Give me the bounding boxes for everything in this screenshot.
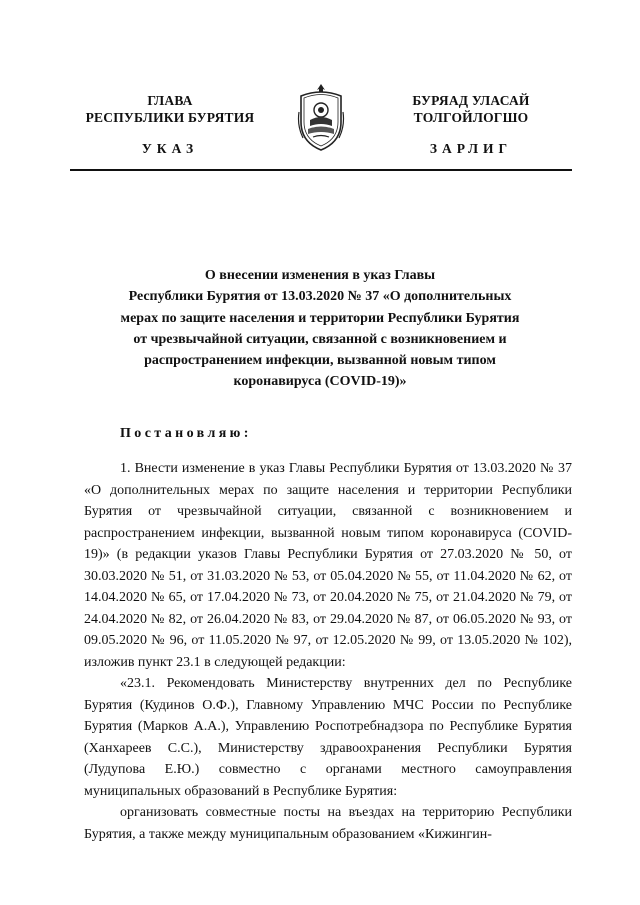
paragraph-1: 1. Внести изменение в указ Главы Республики Бурятия от 13.03.2020 № 37 «О дополнительных мерах по защите населения и территории Республики Бурятия от чрезвычайной ситуации, связанной с возникновением и распространением инфекции, вызванной новым типом коронавируса (COVID-19)» (в редакции указов Главы Республики Бурятия от 27.03.2020 № 50, от 30.03.2020 № 51, от 31.03.2020 № 53, от 05.04.2020 № 55, от 11.04.2020 № 62, от 14.04.2020 № 65, от 17.04.2020 № 73, от 20.04.2020 № 75, от 21.04.2020 № 79, от 24.04.2020 № 82, от 26.04.2020 № 83, от 29.04.2020 № 87, от 06.05.2020 № 93, от 09.05.2020 № 96, от 11.05.2020 № 97, от 12.05.2020 № 99, от 13.05.2020 № 102), изложив пункт 23.1 в следующей редакции:: [84, 461, 572, 670]
title-line: распространением инфекции, вызванной новым типом: [144, 353, 496, 369]
header-divider: [70, 169, 572, 171]
header-right: [362, 92, 580, 126]
header-left-line1: ГЛАВА: [147, 93, 193, 108]
title-line: мерах по защите населения и территории Республики Бурятия: [120, 310, 520, 326]
decree-kind-ru: УКАЗ: [141, 141, 199, 156]
header-left: [60, 92, 280, 126]
buryatia-coat-of-arms-icon: [295, 82, 347, 154]
header-left-line2: РЕСПУБЛИКИ БУРЯТИЯ: [85, 110, 255, 125]
document-body: [84, 458, 572, 845]
title-line: Республики Бурятия от 13.03.2020 № 37 «О дополнительных: [128, 289, 512, 305]
title-line: коронавируса (COVID-19)»: [233, 374, 407, 390]
title-line: от чрезвычайной ситуации, связанной с возникновением и: [133, 331, 507, 347]
paragraph-2: «23.1. Рекомендовать Министерству внутренних дел по Республике Бурятия (Кудинов О.Ф.), Главному Управлению МЧС России по Республике Бурятия (Марков А.А.), Управлению Роспотребнадзора по Республике Бурятия (Ханхареев С.С.), Министерству здравоохранения Республики Бурятия (Лудупова Е.Ю.) совместно с органами местного самоуправления муниципальных образований в Республике Бурятия:: [84, 676, 572, 799]
decree-kind-bua: ЗАРЛИГ: [429, 141, 513, 156]
decree-word: Постановляю:: [120, 426, 252, 441]
paragraph-3: организовать совместные посты на въездах на территорию Республики Бурятия, а также между муниципальным образованием «Кижингин-: [84, 805, 572, 842]
header-right-line2: ТОЛГОЙЛОГШО: [413, 110, 529, 125]
document-title: [100, 265, 540, 393]
header-right-line1: БУРЯАД УЛАСАЙ: [412, 93, 530, 108]
title-line: О внесении изменения в указ Главы: [204, 268, 436, 283]
